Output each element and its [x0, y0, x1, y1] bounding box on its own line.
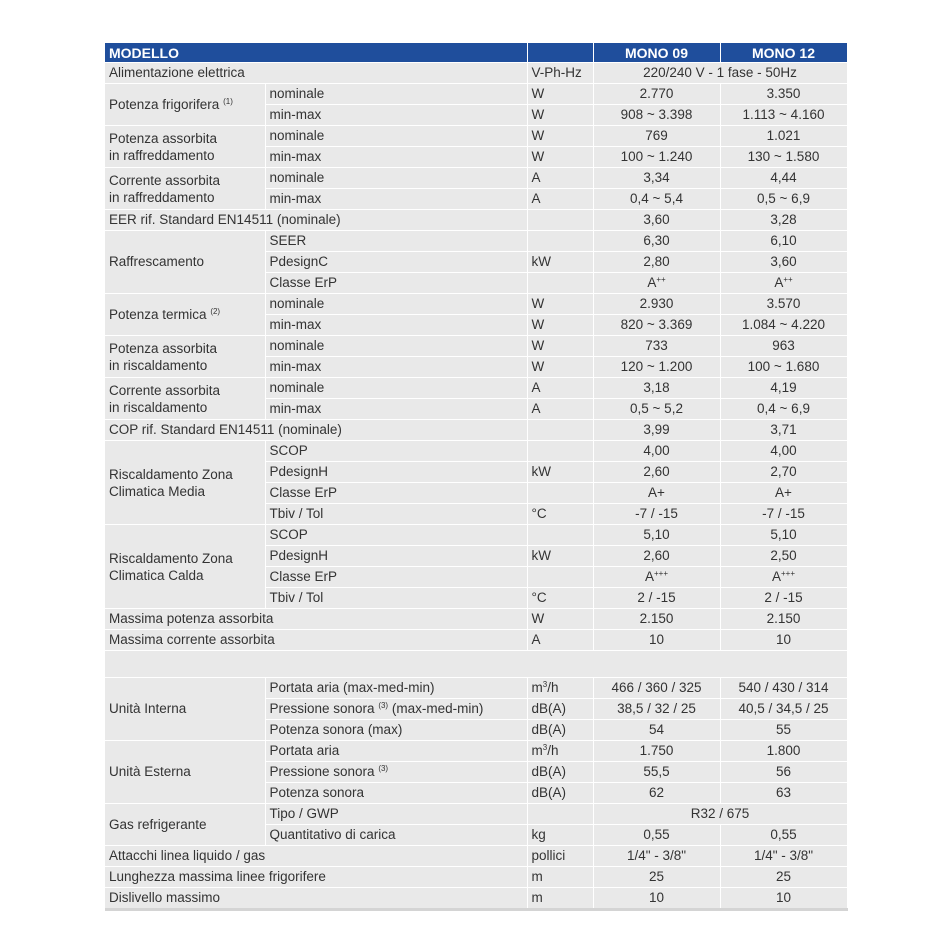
- unit-cell: [527, 804, 593, 825]
- unit-cell: °C: [527, 588, 593, 609]
- group-label: Gas refrigerante: [105, 804, 265, 846]
- header-row: [105, 43, 847, 63]
- unit-cell: [527, 210, 593, 231]
- value-cell: 2.150: [720, 609, 847, 630]
- group-label: Potenza assorbita in riscaldamento: [105, 336, 265, 378]
- value-cell: 3,60: [720, 252, 847, 273]
- group-label: Riscaldamento Zona Climatica Calda: [105, 525, 265, 609]
- table-row: [105, 210, 847, 231]
- value-cell: 2,60: [593, 546, 720, 567]
- unit-cell: kg: [527, 825, 593, 846]
- value-cell: 3,18: [593, 378, 720, 399]
- table-row: [105, 741, 847, 762]
- model-2-header: MONO 12: [720, 43, 847, 63]
- sub-label: SCOP: [265, 525, 527, 546]
- value-cell: 4,19: [720, 378, 847, 399]
- value-cell: -7 / -15: [593, 504, 720, 525]
- value-cell: 130 ~ 1.580: [720, 147, 847, 168]
- value-cell: R32 / 675: [593, 804, 847, 825]
- value-cell: 2,60: [593, 462, 720, 483]
- value-cell: 2.150: [593, 609, 720, 630]
- row-label: Alimentazione elettrica: [105, 63, 527, 84]
- table-row: [105, 168, 847, 189]
- value-cell: 10: [593, 888, 720, 910]
- group-label: Potenza frigorifera $^{(1)}$: [105, 84, 265, 126]
- group-label: Raffrescamento: [105, 231, 265, 294]
- spacer-cell: [105, 651, 847, 678]
- value-cell: 4,00: [720, 441, 847, 462]
- sub-label: SEER: [265, 231, 527, 252]
- unit-cell: W: [527, 357, 593, 378]
- value-cell: 733: [593, 336, 720, 357]
- unit-cell: A: [527, 378, 593, 399]
- unit-cell: pollici: [527, 846, 593, 867]
- unit-cell: [527, 231, 593, 252]
- model-1-header: MONO 09: [593, 43, 720, 63]
- spacer-row: [105, 651, 847, 678]
- table-row: [105, 63, 847, 84]
- sub-label: min-max: [265, 147, 527, 168]
- unit-cell: W: [527, 609, 593, 630]
- unit-cell: kW: [527, 462, 593, 483]
- value-cell: 56: [720, 762, 847, 783]
- table-row: [105, 126, 847, 147]
- group-label: Riscaldamento Zona Climatica Media: [105, 441, 265, 525]
- group-label: Corrente assorbita in riscaldamento: [105, 378, 265, 420]
- value-cell: 3.570: [720, 294, 847, 315]
- value-cell: 3,71: [720, 420, 847, 441]
- value-cell: 2 / -15: [720, 588, 847, 609]
- value-cell: 25: [720, 867, 847, 888]
- row-label: Massima corrente assorbita: [105, 630, 527, 651]
- value-cell: 820 ~ 3.369: [593, 315, 720, 336]
- sub-label: Classe ErP: [265, 567, 527, 588]
- value-cell: -7 / -15: [720, 504, 847, 525]
- unit-cell: A: [527, 399, 593, 420]
- unit-cell: dB(A): [527, 699, 593, 720]
- sub-label: nominale: [265, 336, 527, 357]
- value-cell: 38,5 / 32 / 25: [593, 699, 720, 720]
- table-row: [105, 336, 847, 357]
- value-cell: 0,5 ~ 5,2: [593, 399, 720, 420]
- unit-cell: W: [527, 315, 593, 336]
- value-cell: 40,5 / 34,5 / 25: [720, 699, 847, 720]
- value-cell: 6,10: [720, 231, 847, 252]
- value-cell: A+: [720, 483, 847, 504]
- value-cell: 5,10: [593, 525, 720, 546]
- sub-label: nominale: [265, 294, 527, 315]
- sub-label: Potenza sonora: [265, 783, 527, 804]
- value-cell: 0,55: [720, 825, 847, 846]
- value-cell: 2,80: [593, 252, 720, 273]
- value-cell: 4,44: [720, 168, 847, 189]
- unit-cell: [527, 483, 593, 504]
- value-cell: 5,10: [720, 525, 847, 546]
- unit-cell: dB(A): [527, 720, 593, 741]
- sub-label: nominale: [265, 168, 527, 189]
- unit-cell: [527, 420, 593, 441]
- sub-label: min-max: [265, 105, 527, 126]
- table-row: [105, 846, 847, 867]
- value-cell: 10: [720, 630, 847, 651]
- table-row: [105, 378, 847, 399]
- sub-label: min-max: [265, 315, 527, 336]
- value-cell: 1/4" - 3/8": [720, 846, 847, 867]
- table-row: [105, 420, 847, 441]
- unit-cell: [527, 441, 593, 462]
- unit-cell: dB(A): [527, 783, 593, 804]
- value-cell: 0,55: [593, 825, 720, 846]
- group-label: Corrente assorbita in raffreddamento: [105, 168, 265, 210]
- value-cell: 1/4" - 3/8": [593, 846, 720, 867]
- table-row: [105, 609, 847, 630]
- sub-label: Tbiv / Tol: [265, 588, 527, 609]
- value-cell: 963: [720, 336, 847, 357]
- sub-label: min-max: [265, 357, 527, 378]
- unit-cell: kW: [527, 252, 593, 273]
- sub-label: Potenza sonora (max): [265, 720, 527, 741]
- value-cell: 0,4 ~ 5,4: [593, 189, 720, 210]
- group-label: Potenza assorbita in raffreddamento: [105, 126, 265, 168]
- group-label: Unità Esterna: [105, 741, 265, 804]
- table-row: [105, 441, 847, 462]
- sub-label: Pressione sonora $^{(3)}$ (max-med-min): [265, 699, 527, 720]
- sub-label: nominale: [265, 378, 527, 399]
- row-label: Attacchi linea liquido / gas: [105, 846, 527, 867]
- group-label: Potenza termica $^{(2)}$: [105, 294, 265, 336]
- value-cell: 55,5: [593, 762, 720, 783]
- value-cell: 3,28: [720, 210, 847, 231]
- value-cell: 2,70: [720, 462, 847, 483]
- value-cell: 466 / 360 / 325: [593, 678, 720, 699]
- group-label: Unità Interna: [105, 678, 265, 741]
- value-cell: 769: [593, 126, 720, 147]
- unit-cell: A: [527, 189, 593, 210]
- value-cell: 908 ~ 3.398: [593, 105, 720, 126]
- value-cell: 220/240 V - 1 fase - 50Hz: [593, 63, 847, 84]
- row-label: Dislivello massimo: [105, 888, 527, 910]
- value-cell: 0,4 ~ 6,9: [720, 399, 847, 420]
- value-cell: A++: [720, 273, 847, 294]
- table-row: [105, 231, 847, 252]
- unit-cell: $m^3/h$: [527, 741, 593, 762]
- row-label: EER rif. Standard EN14511 (nominale): [105, 210, 527, 231]
- unit-cell: m: [527, 888, 593, 910]
- table-row: [105, 804, 847, 825]
- table-row: [105, 84, 847, 105]
- sub-label: Tipo / GWP: [265, 804, 527, 825]
- value-cell: 1.021: [720, 126, 847, 147]
- unit-cell: A: [527, 168, 593, 189]
- value-cell: 62: [593, 783, 720, 804]
- sub-label: PdesignH: [265, 462, 527, 483]
- value-cell: 1.800: [720, 741, 847, 762]
- unit-cell: [527, 567, 593, 588]
- value-cell: 55: [720, 720, 847, 741]
- unit-cell: W: [527, 294, 593, 315]
- value-cell: 4,00: [593, 441, 720, 462]
- sub-label: PdesignH: [265, 546, 527, 567]
- sub-label: min-max: [265, 189, 527, 210]
- sub-label: Tbiv / Tol: [265, 504, 527, 525]
- unit-cell: A: [527, 630, 593, 651]
- value-cell: 120 ~ 1.200: [593, 357, 720, 378]
- unit-cell: W: [527, 126, 593, 147]
- table-row: [105, 678, 847, 699]
- sub-label: Classe ErP: [265, 273, 527, 294]
- value-cell: 54: [593, 720, 720, 741]
- value-cell: 25: [593, 867, 720, 888]
- value-cell: 1.750: [593, 741, 720, 762]
- sub-label: min-max: [265, 399, 527, 420]
- value-cell: 100 ~ 1.240: [593, 147, 720, 168]
- row-label: Lunghezza massima linee frigorifere: [105, 867, 527, 888]
- unit-cell: W: [527, 336, 593, 357]
- value-cell: 3,34: [593, 168, 720, 189]
- value-cell: 100 ~ 1.680: [720, 357, 847, 378]
- sub-label: Classe ErP: [265, 483, 527, 504]
- sub-label: nominale: [265, 126, 527, 147]
- sub-label: PdesignC: [265, 252, 527, 273]
- unit-cell: kW: [527, 546, 593, 567]
- value-cell: 2.770: [593, 84, 720, 105]
- unit-cell: W: [527, 84, 593, 105]
- unit-cell: $m^3/h$: [527, 678, 593, 699]
- unit-cell: W: [527, 147, 593, 168]
- value-cell: A+: [593, 483, 720, 504]
- value-cell: 2.930: [593, 294, 720, 315]
- value-cell: A+++: [720, 567, 847, 588]
- table-row: [105, 525, 847, 546]
- value-cell: 1.113 ~ 4.160: [720, 105, 847, 126]
- value-cell: 63: [720, 783, 847, 804]
- value-cell: 10: [720, 888, 847, 910]
- sub-label: nominale: [265, 84, 527, 105]
- unit-cell: m: [527, 867, 593, 888]
- table-row: [105, 867, 847, 888]
- modello-header: MODELLO: [105, 43, 527, 63]
- sub-label: Portata aria (max-med-min): [265, 678, 527, 699]
- value-cell: 540 / 430 / 314: [720, 678, 847, 699]
- unit-cell: dB(A): [527, 762, 593, 783]
- unit-cell: W: [527, 105, 593, 126]
- row-label: Massima potenza assorbita: [105, 609, 527, 630]
- value-cell: A++: [593, 273, 720, 294]
- table-row: [105, 294, 847, 315]
- unit-cell: °C: [527, 504, 593, 525]
- unit-header: [527, 43, 593, 63]
- value-cell: 6,30: [593, 231, 720, 252]
- value-cell: 3,60: [593, 210, 720, 231]
- unit-cell: [527, 273, 593, 294]
- value-cell: 3.350: [720, 84, 847, 105]
- unit-cell: V-Ph-Hz: [527, 63, 593, 84]
- value-cell: 2 / -15: [593, 588, 720, 609]
- sub-label: Pressione sonora $^{(3)}$: [265, 762, 527, 783]
- value-cell: 2,50: [720, 546, 847, 567]
- value-cell: 1.084 ~ 4.220: [720, 315, 847, 336]
- sub-label: Quantitativo di carica: [265, 825, 527, 846]
- value-cell: 10: [593, 630, 720, 651]
- table-row: [105, 888, 847, 910]
- value-cell: 3,99: [593, 420, 720, 441]
- value-cell: A+++: [593, 567, 720, 588]
- value-cell: 0,5 ~ 6,9: [720, 189, 847, 210]
- unit-cell: [527, 525, 593, 546]
- sub-label: SCOP: [265, 441, 527, 462]
- sub-label: Portata aria: [265, 741, 527, 762]
- row-label: COP rif. Standard EN14511 (nominale): [105, 420, 527, 441]
- spec-table: [105, 43, 848, 911]
- table-row: [105, 630, 847, 651]
